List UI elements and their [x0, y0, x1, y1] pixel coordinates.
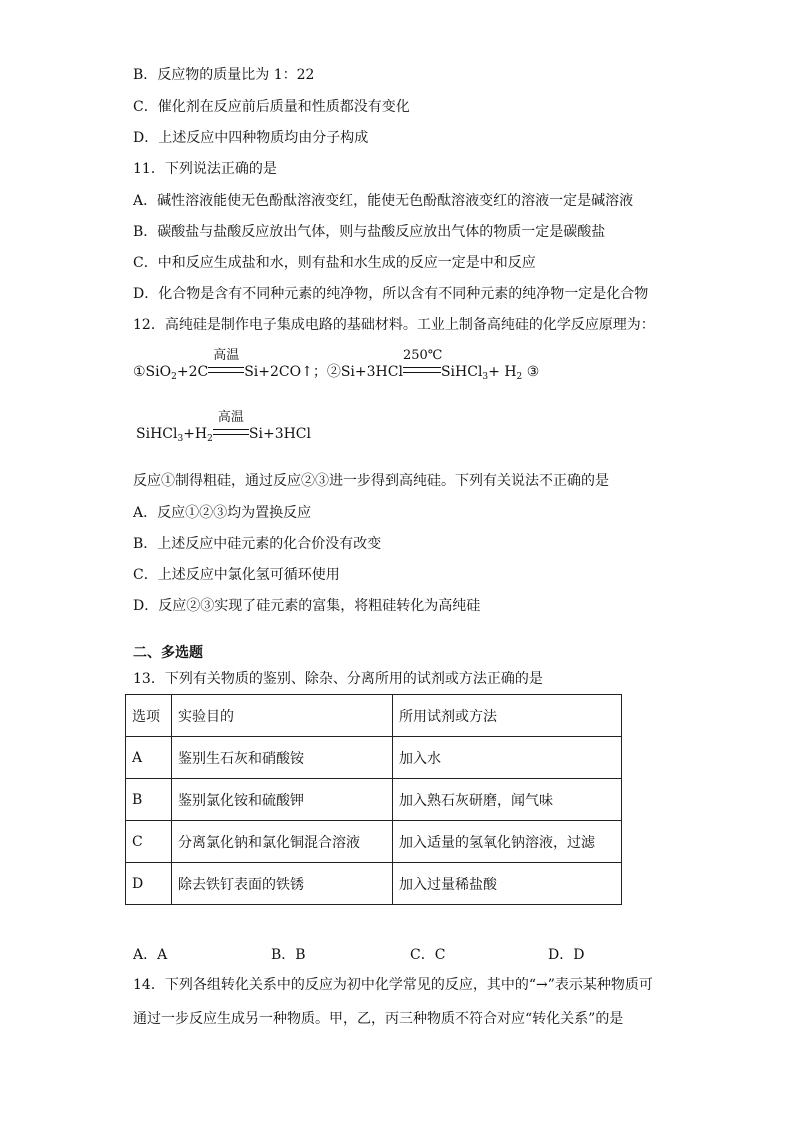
eq1-condition-arrow	[208, 348, 244, 381]
eq2-right: SiHCl	[440, 364, 483, 380]
table-cell: 加入适量的氢氧化钠溶液，过滤	[393, 821, 622, 863]
eq3-left: SiHCl	[136, 426, 178, 442]
q13-answer-c: C．C	[410, 947, 446, 963]
q12-option-a: A．反应①②③均为置换反应	[133, 505, 312, 521]
q11-option-a: A．碱性溶液能使无色酚酞溶液变红，能使无色酚酞溶液变红的溶液一定是碱溶液	[133, 193, 634, 209]
q11-option-c: C．中和反应生成盐和水，则有盐和水生成的反应一定是中和反应	[133, 255, 536, 271]
table-cell: D	[126, 863, 172, 905]
eq1-right: Si+2CO↑；	[244, 364, 327, 380]
header-cell-purpose: 实验目的	[172, 695, 393, 737]
eq3-left-2: +H	[183, 426, 208, 442]
eq2-right-2: + H	[488, 364, 517, 380]
q12-option-c: C．上述反应中氯化氢可循环使用	[133, 567, 340, 583]
eq2-right-subscript-2: 2	[516, 372, 523, 382]
eq3-condition: 高温	[217, 410, 244, 425]
q13-stem: 13．下列有关物质的鉴别、除杂、分离所用的试剂或方法正确的是	[133, 671, 543, 687]
eq3-left-subscript-2: 2	[207, 434, 213, 444]
table-cell: B	[126, 779, 172, 821]
q12-description: 反应①制得粗硅，通过反应②③进一步得到高纯硅。下列有关说法不正确的是	[133, 473, 609, 489]
q12-option-b: B．上述反应中硅元素的化合价没有改变	[133, 536, 382, 552]
table-cell: 除去铁钉表面的铁锈	[172, 863, 393, 905]
q14-stem-line2: 通过一步反应生成另一种物质。甲，乙，丙三种物质不符合对应“转化关系”的是	[133, 1011, 624, 1027]
eq2-right-subscript: 3	[482, 372, 489, 382]
q12-stem: 12．高纯硅是制作电子集成电路的基础材料。工业上制备高纯硅的化学反应原理为：	[133, 317, 655, 333]
table-row	[126, 863, 622, 905]
eq2-left: ②Si+3HCl	[326, 364, 403, 380]
section-heading-multi-choice: 二、多选题	[133, 645, 203, 661]
eq1-left-2: +2C	[176, 364, 209, 380]
table-row	[126, 779, 622, 821]
eq2-condition-arrow	[402, 348, 443, 381]
header-cell-method: 所用试剂或方法	[393, 695, 622, 737]
q13-answer-a: A．A	[133, 947, 168, 963]
table-header-row	[126, 695, 622, 737]
eq3-label: ③	[526, 364, 540, 380]
q14-stem-line1: 14．下列各组转化关系中的反应为初中化学常见的反应，其中的“→”表示某种物质可	[133, 977, 653, 993]
q10-option-b: B．反应物的质量比为 1：22	[133, 67, 315, 83]
header-cell-option: 选项	[126, 695, 172, 737]
q11-option-d: D．化合物是含有不同种元素的纯净物，所以含有不同种元素的纯净物一定是化合物	[133, 286, 649, 302]
q11-stem: 11．下列说法正确的是	[133, 161, 277, 177]
eq1-left-subscript: 2	[171, 372, 177, 382]
table-cell: 加入水	[393, 737, 622, 779]
table-cell: 鉴别生石灰和硝酸铵	[172, 737, 393, 779]
q10-option-d: D．上述反应中四种物质均由分子构成	[133, 130, 369, 146]
q12-option-d: D．反应②③实现了硅元素的富集，将粗硅转化为高纯硅	[133, 598, 481, 614]
q13-options-table	[125, 694, 622, 905]
table-cell: 加入熟石灰研磨，闻气味	[393, 779, 622, 821]
table-row	[126, 821, 622, 863]
table-cell: 加入过量稀盐酸	[393, 863, 622, 905]
eq1-left: ①SiO	[133, 364, 172, 380]
eq2-condition: 250℃	[402, 348, 443, 363]
q12-equations-line1	[133, 348, 540, 382]
table-cell: C	[126, 821, 172, 863]
q10-option-c: C．催化剂在反应前后质量和性质都没有变化	[133, 99, 410, 115]
q12-equations-line2	[136, 410, 311, 444]
eq3-left-subscript: 3	[177, 434, 184, 444]
eq1-condition: 高温	[213, 348, 240, 363]
q11-option-b: B．碳酸盐与盐酸反应放出气体，则与盐酸反应放出气体的物质一定是碳酸盐	[133, 224, 606, 240]
table-cell: A	[126, 737, 172, 779]
table-cell: 鉴别氯化铵和硫酸钾	[172, 779, 393, 821]
q13-answer-b: B．B	[271, 947, 306, 963]
q13-answer-d: D．D	[548, 947, 585, 963]
eq3-right: Si+3HCl	[248, 426, 311, 442]
table-row	[126, 737, 622, 779]
eq3-condition-arrow	[213, 410, 249, 443]
table-cell: 分离氯化钠和氯化铜混合溶液	[172, 821, 393, 863]
